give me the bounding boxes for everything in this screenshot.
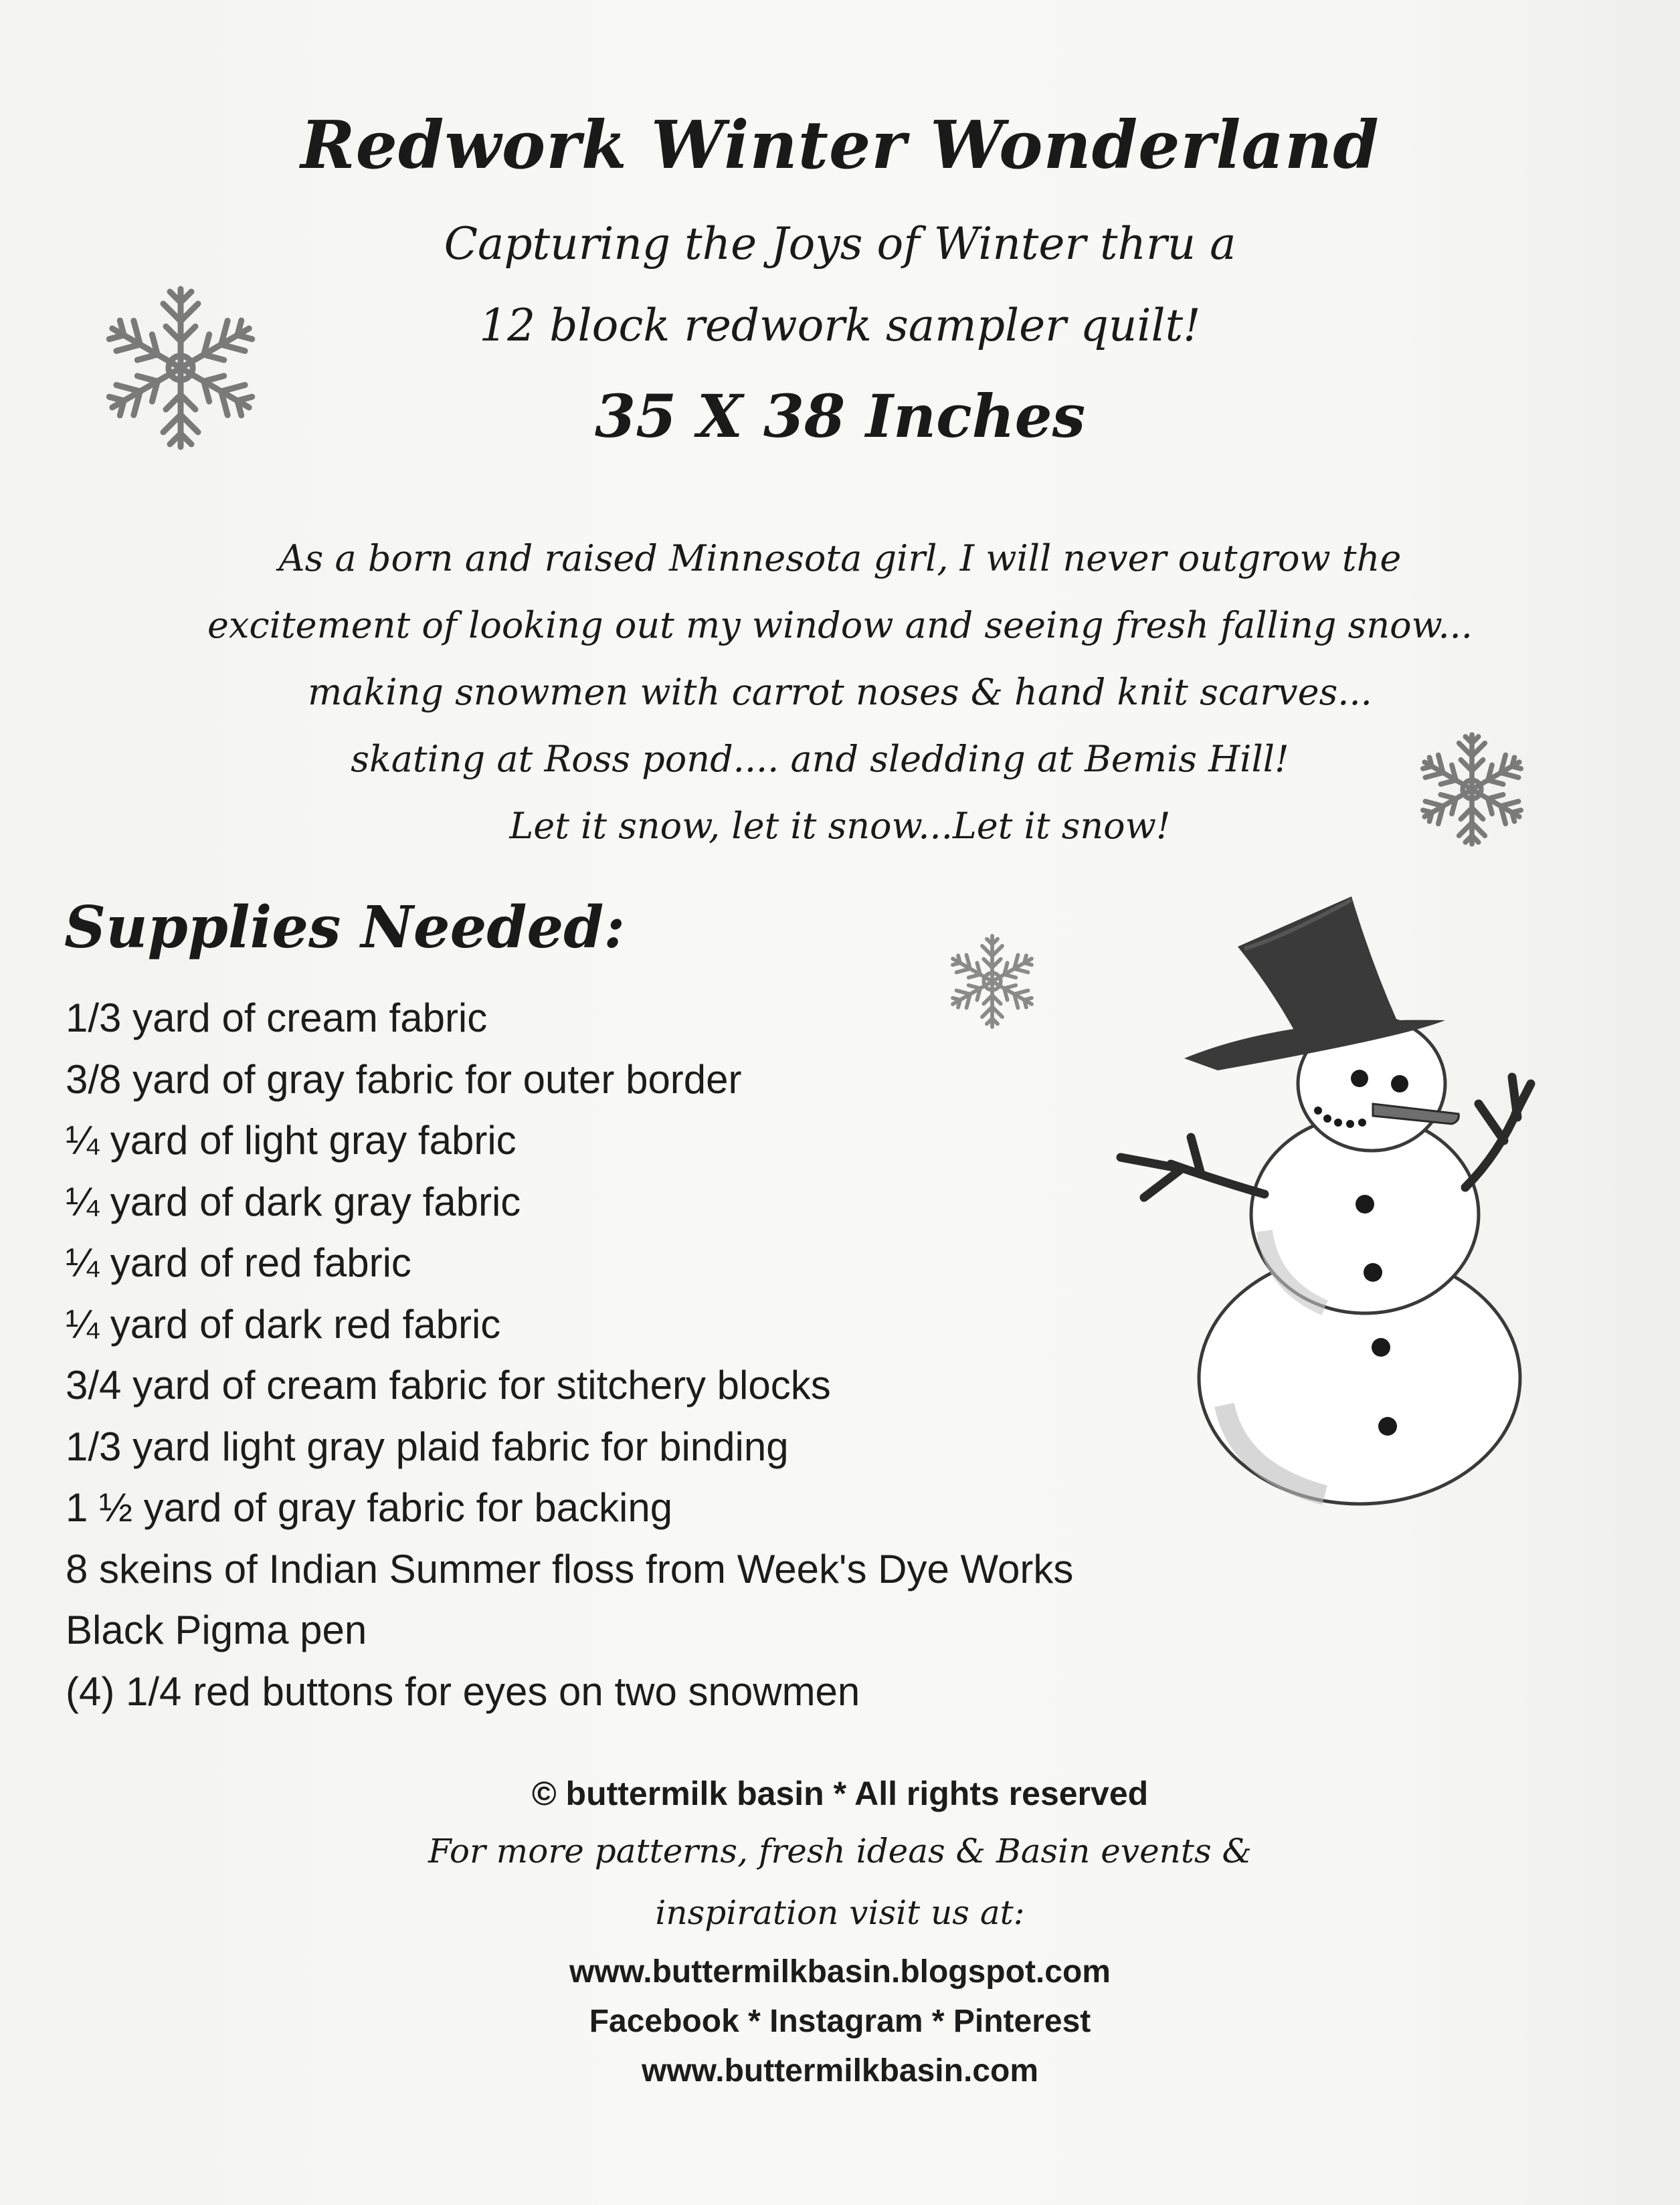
- footer-tagline-line-1: For more patterns, fresh ideas & Basin events &: [428, 1832, 1252, 1871]
- copyright-notice: © buttermilk basin * All rights reserved: [531, 1775, 1149, 1812]
- quilt-dimensions: 35 X 38 Inches: [594, 381, 1086, 451]
- list-item: 3/4 yard of cream fabric for stitchery blocks: [66, 1363, 831, 1408]
- list-item: ¼ yard of dark gray fabric: [66, 1179, 521, 1224]
- website-link[interactable]: www.buttermilkbasin.com: [642, 2053, 1038, 2089]
- intro-line: making snowmen with carrot noses & hand knit scarves...: [308, 671, 1372, 713]
- list-item: 3/8 yard of gray fabric for outer border: [66, 1056, 742, 1102]
- supplies-list: [66, 987, 1073, 1722]
- intro-line: Let it snow, let it snow...Let it snow!: [509, 805, 1171, 847]
- page-title: Redwork Winter Wonderland: [300, 107, 1380, 184]
- blog-link[interactable]: www.buttermilkbasin.blogspot.com: [569, 1954, 1111, 1990]
- list-item: 8 skeins of Indian Summer floss from Week's Dye Works: [66, 1546, 1074, 1592]
- intro-paragraph: [0, 525, 1680, 860]
- intro-line: skating at Ross pond.... and sledding at Bemis Hill!: [351, 738, 1289, 780]
- snowman-illustration: [1084, 883, 1539, 1512]
- list-item: 1/3 yard of cream fabric: [66, 995, 488, 1040]
- intro-line: As a born and raised Minnesota girl, I will never outgrow the: [278, 537, 1402, 579]
- list-item: 1 ½ yard of gray fabric for backing: [66, 1485, 673, 1530]
- snowflake-icon: [94, 281, 268, 455]
- list-item: ¼ yard of dark red fabric: [66, 1301, 501, 1347]
- list-item: ¼ yard of light gray fabric: [66, 1118, 517, 1163]
- list-item: ¼ yard of red fabric: [66, 1240, 411, 1285]
- social-links: Facebook * Instagram * Pinterest: [589, 2004, 1091, 2039]
- list-item: 1/3 yard light gray plaid fabric for binding: [66, 1424, 789, 1469]
- subtitle-line-1: Capturing the Joys of Winter thru a: [444, 218, 1236, 270]
- subtitle-line-2: 12 block redwork sampler quilt!: [479, 300, 1201, 351]
- intro-line: excitement of looking out my window and seeing fresh falling snow...: [207, 604, 1473, 646]
- footer-tagline-line-2: inspiration visit us at:: [655, 1893, 1025, 1932]
- list-item: (4) 1/4 red buttons for eyes on two snowmen: [66, 1668, 860, 1714]
- supplies-heading: Supplies Needed:: [64, 894, 626, 961]
- list-item: Black Pigma pen: [66, 1608, 367, 1652]
